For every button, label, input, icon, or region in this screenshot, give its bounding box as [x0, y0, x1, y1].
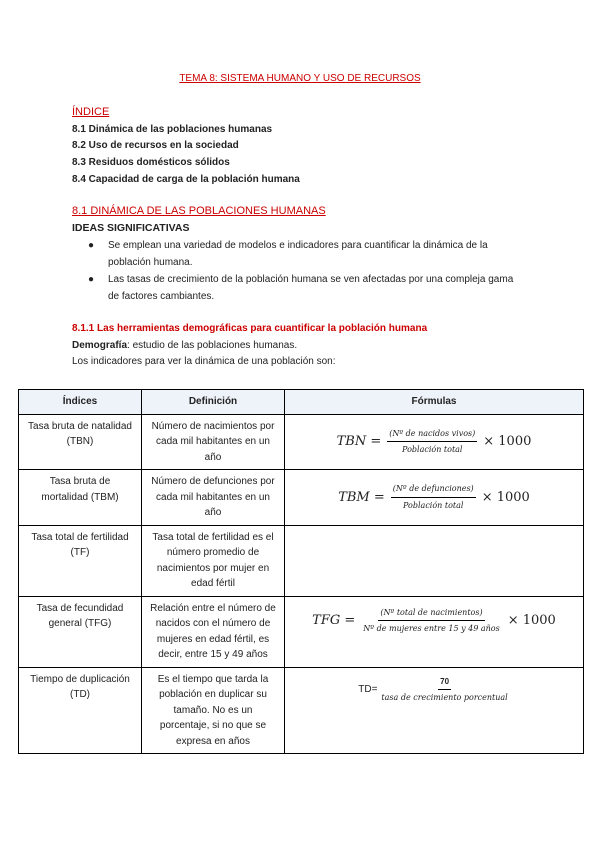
bullet-icon: ●: [88, 274, 95, 285]
formula-tbm: TBM = $\frac{\text{(Nº de defunciones)}}{\text{Población total}}$ × 1000: [338, 481, 530, 513]
table-row: [19, 596, 584, 667]
formula-tfg: TFG = $\frac{\text{(Nº total de nacimientos)}}{\text{Nº de mujeres entre 15 y 49 años}}$ × 1000: [312, 605, 556, 637]
bullet-item: ● Las tasas de crecimiento de la población humana se ven afectadas por una compleja gama de factores cambiantes.: [88, 271, 518, 305]
header-indices: Índices: [19, 390, 142, 415]
cell-formula: [285, 667, 584, 754]
index-item: 8.2 Uso de recursos en la sociedad: [72, 140, 239, 151]
bullet-item: ● Se emplean una variedad de modelos e indicadores para cuantificar la dinámica de la población humana.: [88, 237, 518, 271]
cell-formula: [285, 596, 584, 667]
table-row: [19, 667, 584, 754]
index-item: 8.4 Capacidad de carga de la población humana: [72, 174, 300, 185]
table-row: [19, 414, 584, 470]
cell-definicion: Tasa total de fertilidad es el número promedio de nacimientos por mujer en edad fértil: [142, 525, 285, 596]
cell-indice: Tasa bruta de mortalidad (TBM): [19, 470, 142, 526]
index-item: 8.3 Residuos domésticos sólidos: [72, 157, 230, 168]
ideas-heading: IDEAS SIGNIFICATIVAS: [72, 222, 190, 234]
bullet-icon: ●: [88, 240, 95, 251]
cell-definicion: Número de nacimientos por cada mil habitantes en un año: [142, 414, 285, 470]
formula-td: TD= $\frac{70}{\text{tasa de crecimiento porcentual}}$: [358, 674, 509, 706]
demografia-term: Demografía: [72, 340, 128, 351]
document-title: TEMA 8: SISTEMA HUMANO Y USO DE RECURSOS: [179, 73, 421, 84]
sub-heading: 8.1.1 Las herramientas demográficas para cuantificar la población humana: [72, 323, 428, 334]
cell-definicion: Número de defunciones por cada mil habitantes en un año: [142, 470, 285, 526]
cell-definicion: Es el tiempo que tarda la población en duplicar su tamaño. No es un porcentaje, si no que se expresa en años: [142, 667, 285, 754]
cell-indice: Tiempo de duplicación (TD): [19, 667, 142, 754]
table-row: [19, 525, 584, 596]
cell-indice: Tasa bruta de natalidad (TBN): [19, 414, 142, 470]
index-heading: ÍNDICE: [72, 106, 110, 118]
formula-tbn: TBN = $\frac{\text{(Nº de nacidos vivos)}}{\text{Población total}}$ × 1000: [337, 426, 532, 458]
demografia-definition: : estudio de las poblaciones humanas.: [127, 340, 298, 351]
cell-formula-empty: [285, 525, 584, 596]
cell-indice: Tasa total de fertilidad (TF): [19, 525, 142, 596]
table-header-row: [19, 390, 584, 415]
section-heading: 8.1 DINÁMICA DE LAS POBLACIONES HUMANAS: [72, 205, 326, 217]
header-definicion: Definición: [142, 390, 285, 415]
demografia-line: [72, 340, 297, 351]
cell-formula: [285, 414, 584, 470]
table-row: [19, 470, 584, 526]
cell-indice: Tasa de fecundidad general (TFG): [19, 596, 142, 667]
header-formulas: Fórmulas: [285, 390, 584, 415]
indicators-line: Los indicadores para ver la dinámica de una población son:: [72, 356, 336, 367]
cell-formula: [285, 470, 584, 526]
cell-definicion: Relación entre el número de nacidos con el número de mujeres en edad fértil, es decir, entre 15 y 49 años: [142, 596, 285, 667]
index-item: 8.1 Dinámica de las poblaciones humanas: [72, 124, 273, 135]
indicators-table: [18, 389, 584, 754]
